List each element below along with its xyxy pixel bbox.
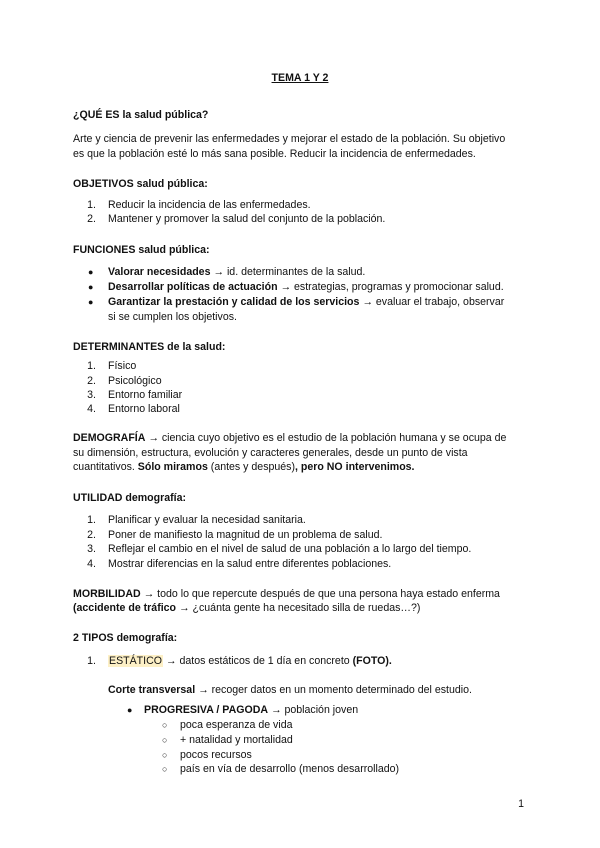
paragraph-line bbox=[73, 431, 506, 445]
bullet-dot: ● bbox=[88, 267, 94, 277]
section-heading-funciones: FUNCIONES salud pública: bbox=[73, 244, 210, 256]
list-number: 3. bbox=[87, 543, 96, 555]
page-number: 1 bbox=[518, 798, 524, 810]
section-heading-que-es: ¿QUÉ ES la salud pública? bbox=[73, 109, 209, 121]
bullet-dot: ● bbox=[88, 282, 94, 292]
list-number: 1. bbox=[87, 514, 96, 526]
paragraph-line: es que la población esté lo más sana posible. Reducir la incidencia de enfermedades. bbox=[73, 148, 476, 160]
item-text: → estrategias, programas y promocionar salud. bbox=[277, 281, 504, 293]
bold-term: Sólo miramos bbox=[137, 461, 208, 473]
item-text: → evaluar el trabajo, observar bbox=[359, 296, 505, 308]
bold-term: (FOTO). bbox=[352, 655, 392, 667]
list-item bbox=[108, 280, 504, 294]
list-item bbox=[144, 703, 358, 717]
sub-list-item: pocos recursos bbox=[180, 749, 252, 761]
section-heading-determinantes: DETERMINANTES de la salud: bbox=[73, 341, 226, 353]
list-item: Entorno laboral bbox=[108, 403, 180, 415]
item-text: → datos estáticos de 1 día en concreto bbox=[162, 655, 353, 667]
list-number: 1. bbox=[87, 199, 96, 211]
bold-term: PROGRESIVA / PAGODA bbox=[144, 704, 268, 716]
list-item bbox=[108, 295, 504, 309]
bold-term: DEMOGRAFÍA bbox=[73, 432, 146, 444]
bold-term: Corte transversal bbox=[108, 684, 196, 696]
hollow-bullet: ○ bbox=[162, 750, 168, 760]
list-number: 2. bbox=[87, 213, 96, 225]
list-item: Mantener y promover la salud del conjunto de la población. bbox=[108, 213, 386, 225]
hollow-bullet: ○ bbox=[162, 764, 168, 774]
sub-list-item: país en vía de desarrollo (menos desarrollado) bbox=[180, 763, 400, 775]
paragraph-line bbox=[73, 460, 415, 474]
list-number: 1. bbox=[87, 655, 96, 667]
list-item: Psicológico bbox=[108, 375, 162, 387]
line-text: → todo lo que repercute después de que una persona haya estado enferma bbox=[140, 588, 500, 600]
bold-term: MORBILIDAD bbox=[73, 588, 141, 600]
bold-term: Garantizar la prestación y calidad de los servicios bbox=[108, 296, 360, 308]
item-text: → id. determinantes de la salud. bbox=[210, 266, 366, 278]
paragraph-line: su dimensión, estructura, evolución y caracteres generales, desde un punto de vista bbox=[73, 447, 468, 459]
list-item: Reflejar el cambio en el nivel de salud de una población a lo largo del tiempo. bbox=[108, 543, 472, 555]
list-item-continuation: si se cumplen los objetivos. bbox=[108, 311, 237, 323]
list-item: Mostrar diferencias en la salud entre diferentes poblaciones. bbox=[108, 558, 392, 570]
paragraph-line bbox=[73, 587, 500, 601]
bold-term: Valorar necesidades bbox=[108, 266, 211, 278]
section-heading-objetivos: OBJETIVOS salud pública: bbox=[73, 178, 208, 190]
paragraph-line bbox=[108, 683, 472, 697]
bullet-dot: ● bbox=[88, 297, 94, 307]
item-text: → población joven bbox=[268, 704, 359, 716]
list-item: Entorno familiar bbox=[108, 389, 183, 401]
bold-term: , pero NO intervenimos. bbox=[295, 461, 415, 473]
list-number: 4. bbox=[87, 558, 96, 570]
section-heading-tipos: 2 TIPOS demografía: bbox=[73, 632, 178, 644]
sub-list-item: + natalidad y mortalidad bbox=[180, 734, 293, 746]
line-text: → ¿cuánta gente ha necesitado silla de ruedas…?) bbox=[176, 602, 421, 614]
list-item bbox=[108, 654, 392, 668]
sub-list-item: poca esperanza de vida bbox=[180, 719, 293, 731]
line-text: cuantitativos. bbox=[73, 461, 138, 473]
list-item bbox=[108, 265, 365, 279]
hollow-bullet: ○ bbox=[162, 720, 168, 730]
line-text: → ciencia cuyo objetivo es el estudio de la población humana y se ocupa de bbox=[145, 432, 507, 444]
paragraph-line: Arte y ciencia de prevenir las enfermedades y mejorar el estado de la población. Su objetivo bbox=[73, 133, 506, 145]
list-item: Reducir la incidencia de las enfermedades. bbox=[108, 199, 311, 211]
list-number: 2. bbox=[87, 375, 96, 387]
page-title: TEMA 1 Y 2 bbox=[271, 72, 329, 84]
list-number: 3. bbox=[87, 389, 96, 401]
list-item: Poner de manifiesto la magnitud de un problema de salud. bbox=[108, 529, 383, 541]
list-item: Físico bbox=[108, 360, 137, 372]
list-item: Planificar y evaluar la necesidad sanitaria. bbox=[108, 514, 306, 526]
list-number: 2. bbox=[87, 529, 96, 541]
list-number: 1. bbox=[87, 360, 96, 372]
highlighted-term: ESTÁTICO bbox=[109, 655, 162, 667]
bullet-dot: ● bbox=[127, 705, 133, 715]
section-heading-utilidad: UTILIDAD demografía: bbox=[73, 492, 187, 504]
line-text: (antes y después) bbox=[207, 461, 295, 473]
list-number: 4. bbox=[87, 403, 96, 415]
bold-term: Desarrollar políticas de actuación bbox=[108, 281, 278, 293]
bold-term: (accidente de tráfico bbox=[73, 602, 177, 614]
hollow-bullet: ○ bbox=[162, 735, 168, 745]
paragraph-line bbox=[73, 601, 420, 615]
line-text: → recoger datos en un momento determinado del estudio. bbox=[195, 684, 472, 696]
